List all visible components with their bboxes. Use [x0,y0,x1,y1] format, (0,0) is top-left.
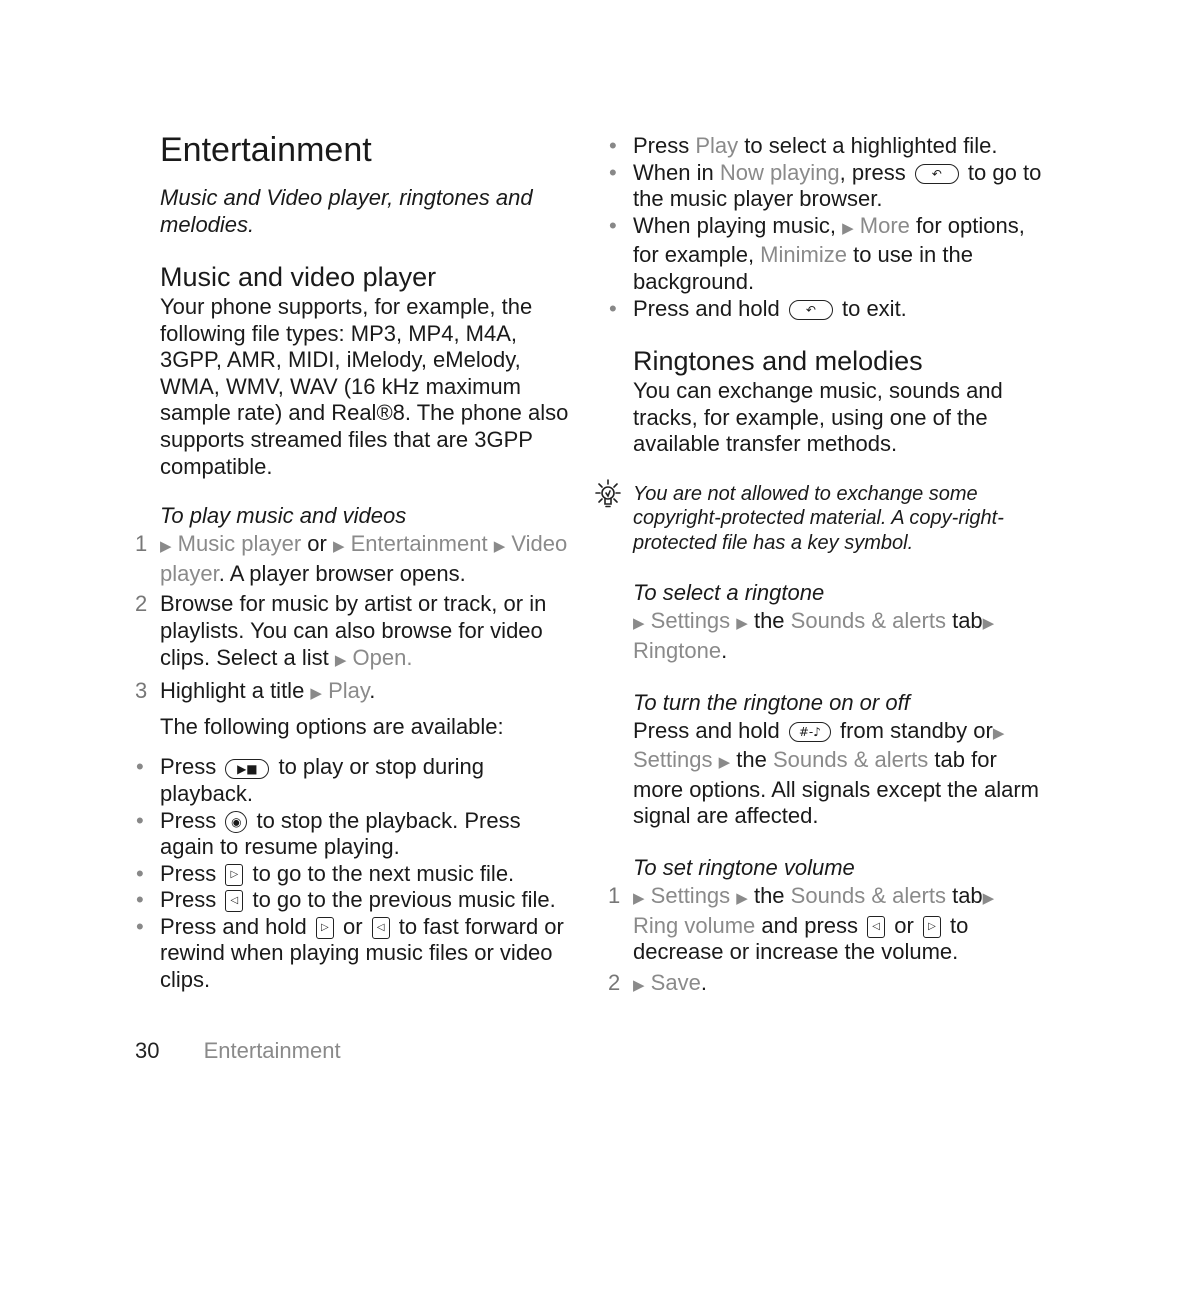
action-text: Press [633,133,696,158]
nav-left-key-icon: ◁ [225,890,243,912]
lightbulb-tip-icon [591,478,625,512]
step-1 [608,883,1043,966]
hash-silent-key-icon: #-♪ [789,722,831,742]
nav-right-key-icon: ▷ [225,864,243,886]
menu-item-music-player: Music player [177,531,302,557]
step-2: 2 ▶ Save. [608,969,707,995]
arrow-right-icon: ▶ [982,615,995,633]
section-paragraph-music-video: Your phone supports, for example, the following file types: MP3, MP4, M4A, 3GPP, AMR, MIDI, iMelody, eMelody, WMA, WMV, WAV (16 kHz maximum sample rate) and Real®8. The phone also supports streamed files that are 3GPP compatible. [160,294,569,479]
menu-item-more: More [859,212,910,238]
arrow-right-icon: ▶ [982,890,995,907]
task-ringtone-on-off-body [633,718,1043,830]
task-title-play: To play music and videos [160,503,407,529]
option-text: Press and hold [160,913,313,939]
arrow-right-icon: ▶ [842,219,854,237]
conjunction: or [301,531,333,557]
arrow-right-icon: ▶ [633,890,645,907]
menu-item-save: Save [650,969,701,995]
option-previous: • Press ◁ to go to the previous music file. [136,887,556,913]
action-browser: • When in Now playing, press ↶ to go to the music player browser. [609,159,1042,212]
arrow-right-icon: ▶ [332,538,345,556]
menu-item-play: Play [328,678,370,704]
action-text: to exit. [835,295,907,321]
action-text: When playing music, [633,212,843,238]
step-number: 1 [135,531,148,557]
page-number: 30 [135,1038,160,1063]
action-text: to go to the music player browser. [633,159,1042,212]
arrow-right-icon: ▶ [736,615,748,633]
page-footer [135,1038,341,1064]
menu-item-video-player: Video player [160,531,568,586]
option-text: to go to the next music file. [246,860,515,886]
section-paragraph-ringtones: You can exchange music, sounds and tracks, for example, using one of the available transfer methods. [633,378,1003,457]
menu-item-entertainment: Entertainment [350,531,488,557]
back-key-icon: ↶ [915,164,959,184]
action-text: Press and hold [633,295,786,321]
menu-item-sounds-alerts: Sounds & alerts [790,608,946,634]
options-list [136,754,570,993]
tip-note-text: You are not allowed to exchange some copyright-protected material. A copy-right-protected file has a key symbol. [633,482,1004,554]
step-text: Highlight a title [160,678,311,704]
section-heading-ringtones: Ringtones and melodies [633,346,923,377]
action-exit: • Press and hold ↶ to exit. [609,295,907,321]
step-text: . A player browser opens. [218,560,466,586]
action-text: to use in the background. [633,242,973,294]
menu-item-settings: Settings [633,747,713,773]
step-2: 2 Browse for music by artist or track, or in playlists. You can also browse for video clips. Select a list ▶ Open. [135,591,547,670]
steps-play [135,531,570,740]
action-text: for options, for example, [633,212,1025,268]
nav-right-key-icon: ▷ [316,917,334,939]
action-text: to select a highlighted file. [738,133,998,158]
task-text: the [747,608,791,634]
arrow-right-icon: ▶ [310,685,322,703]
arrow-right-icon: ▶ [992,724,1005,742]
arrow-right-icon: ▶ [160,538,172,556]
option-text: Press [160,887,223,913]
option-next: • Press ▷ to go to the next music file. [136,860,515,886]
arrow-right-icon: ▶ [633,976,645,994]
step-number: 1 [608,883,621,908]
arrow-right-icon: ▶ [736,890,748,907]
step-text: to decrease or increase the volume. [633,912,969,965]
options-intro: The following options are available: [160,713,504,739]
arrow-right-icon: ▶ [334,651,347,669]
option-text: to fast forward or rewind when playing music files or video clips. [160,913,564,993]
footer-section-name: Entertainment [203,1038,341,1063]
task-title-ringtone-on-off: To turn the ringtone on or off [633,689,910,715]
arrow-right-icon: ▶ [718,754,731,772]
center-key-icon: ◉ [225,811,247,833]
nav-left-key-icon: ◁ [867,916,885,938]
option-text: to stop the playback. Press again to resume playing. [160,807,521,860]
menu-item-sounds-alerts: Sounds & alerts [772,747,929,773]
page-subtitle: Music and Video player, ringtones and melodies. [160,185,533,237]
step-1 [135,531,570,587]
page-title: Entertainment [160,131,372,169]
step-number: 2 [135,591,148,617]
step-text: Browse for music by artist or track, or in playlists. You can also browse for video clips. Select a list [160,591,547,670]
arrow-right-icon: ▶ [633,615,645,633]
player-actions-list [609,133,1043,322]
task-text: from standby or [833,717,993,743]
menu-item-ring-volume: Ring volume [633,912,756,938]
step-text: or [888,912,920,938]
menu-item-now-playing: Now playing [719,159,840,185]
menu-item-minimize: Minimize [760,242,847,268]
menu-item-settings: Settings [650,883,731,908]
section-heading-music-video: Music and video player [160,262,437,292]
play-stop-key-icon: ▶■ [225,759,269,779]
task-title-select-ringtone: To select a ringtone [633,580,825,606]
menu-item-settings: Settings [650,608,731,634]
task-text: the [730,747,773,773]
menu-item-play: Play [695,133,739,158]
steps-ringtone-volume [608,883,1043,999]
step-text: the [747,883,791,908]
option-text: to go to the previous music file. [246,887,556,913]
option-fast-forward: • Press and hold ▷ or ◁ to fast forward or rewind when playing music files or video clips. [136,913,564,993]
menu-item-sounds-alerts: Sounds & alerts [790,883,946,908]
option-text: or [336,913,369,939]
action-more-options: • When playing music, ▶ More for options, for example, Minimize to use in the background. [609,212,1025,294]
option-text: Press [160,807,223,833]
step-number: 3 [135,678,148,704]
menu-item-ringtone: Ringtone [633,638,722,664]
left-column [135,128,570,994]
option-play-stop: • Press ▶■ to play or stop during playback. [136,754,484,806]
action-text: , press [839,159,912,185]
step-3: 3 Highlight a title ▶ Play. The following options are available: [160,678,570,740]
action-select-file: • Press Play to select a highlighted file. [609,133,998,158]
task-select-ringtone-body: ▶ Settings ▶ the Sounds & alerts tab▶ Ringtone. [633,608,995,664]
nav-right-key-icon: ▷ [923,916,941,938]
arrow-right-icon: ▶ [493,538,506,556]
option-text: Press [160,754,223,780]
step-text: tab [945,883,983,908]
task-text: tab [945,608,983,634]
option-text: to play or stop during playback. [160,754,484,806]
back-key-icon: ↶ [789,300,833,320]
step-text: and press [755,912,865,938]
step-number: 2 [608,969,621,995]
action-text: When in [633,159,720,185]
nav-left-key-icon: ◁ [372,917,390,939]
tip-note [633,482,1043,556]
task-text: Press and hold [633,717,786,743]
option-center: • Press ◉ to stop the playback. Press again to resume playing. [136,807,521,860]
option-text: Press [160,860,223,886]
menu-item-open: Open [352,644,407,670]
right-column [608,133,1043,1003]
task-text: tab for more options. All signals except the alarm signal are affected. [633,747,1039,829]
task-title-ringtone-volume: To set ringtone volume [633,855,855,880]
